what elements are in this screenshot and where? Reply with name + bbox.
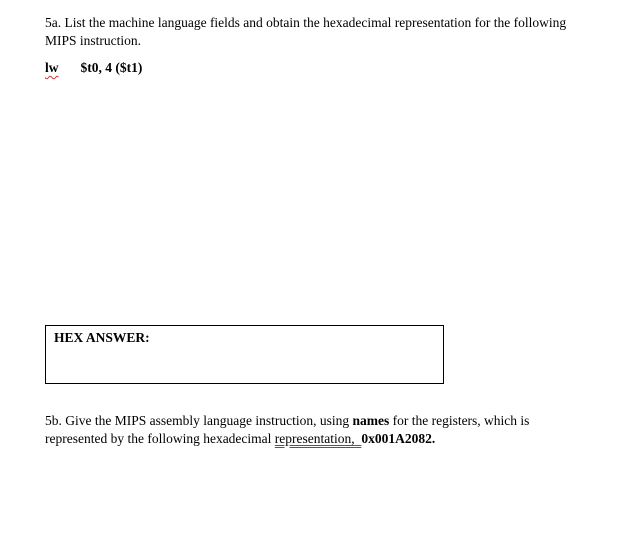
question-5b-text-line-1 bbox=[45, 412, 529, 430]
instruction-opcode: lw bbox=[45, 60, 59, 75]
mips-instruction bbox=[45, 59, 142, 77]
hex-answer-box[interactable] bbox=[45, 325, 444, 384]
question-5a-text-line-1: 5a. List the machine language fields and obtain the hexadecimal representation for the following bbox=[45, 15, 567, 30]
question-5b-text-start: 5b. Give the MIPS assembly language instruction, using bbox=[45, 413, 353, 428]
grammar-flagged-word: representation, bbox=[274, 431, 355, 446]
instruction-operands: $t0, 4 ($t1) bbox=[80, 60, 143, 75]
question-5b-line2-start: represented by the following hexadecimal bbox=[45, 431, 275, 446]
hex-answer-label: HEX ANSWER: bbox=[54, 330, 150, 345]
question-5a-text-line-2: MIPS instruction. bbox=[45, 33, 142, 48]
question-5b-text-end: for the registers, which is bbox=[389, 413, 530, 428]
hex-value: 0x001A2082 bbox=[361, 431, 432, 446]
question-5b-emphasis-names: names bbox=[352, 413, 390, 428]
question-5b-line2-end: . bbox=[431, 431, 436, 446]
question-5b-text-line-2 bbox=[45, 430, 435, 448]
